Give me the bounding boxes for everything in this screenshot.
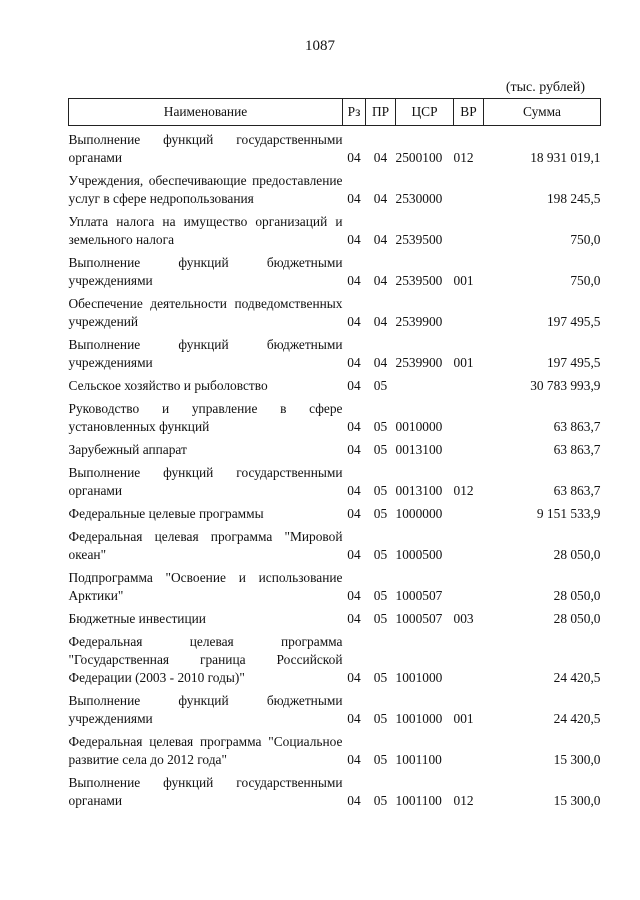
- cell-sum: 63 863,7: [553, 419, 601, 434]
- cell-csr: 2539500: [395, 232, 443, 247]
- cell-pr: 05: [373, 419, 388, 434]
- table-row: [69, 436, 601, 459]
- cell-vr: 001: [453, 355, 474, 370]
- cell-pr: 04: [373, 232, 388, 247]
- cell-name: Выполнение функций бюджетными учреждениями: [68, 337, 343, 370]
- cell-sum: 63 863,7: [553, 483, 601, 498]
- cell-vr: 001: [453, 711, 474, 726]
- cell-name: Уплата налога на имущество организаций и земельного налога: [68, 214, 343, 247]
- table-row: [69, 459, 601, 500]
- cell-name: Федеральная целевая программа "Государственная граница Российской Федерации (2003 - 2010 годы)": [68, 634, 343, 685]
- cell-pr: 05: [373, 483, 388, 498]
- cell-rz: 04: [347, 588, 361, 603]
- cell-pr: 05: [373, 711, 388, 726]
- cell-pr: 05: [373, 506, 388, 521]
- cell-vr: 012: [453, 483, 474, 498]
- cell-sum: 9 151 533,9: [536, 506, 601, 521]
- cell-rz: 04: [347, 611, 361, 626]
- cell-name: Выполнение функций государственными органами: [68, 465, 343, 498]
- cell-rz: 04: [347, 670, 361, 685]
- table-row: [69, 628, 601, 687]
- cell-sum: 198 245,5: [546, 191, 601, 206]
- cell-name: Бюджетные инвестиции: [68, 611, 206, 626]
- header-vr: ВР: [454, 99, 484, 126]
- cell-rz: 04: [347, 355, 361, 370]
- cell-csr: [396, 372, 454, 395]
- cell-csr: 2539900: [395, 355, 443, 370]
- cell-name: Федеральные целевые программы: [68, 506, 264, 521]
- header-csr: ЦСР: [396, 99, 454, 126]
- cell-name: Выполнение функций бюджетными учреждениями: [68, 255, 343, 288]
- cell-sum: 63 863,7: [553, 442, 601, 457]
- cell-name: Федеральная целевая программа "Мировой океан": [68, 529, 343, 562]
- cell-pr: 05: [373, 588, 388, 603]
- table-row: [69, 687, 601, 728]
- cell-pr: 05: [373, 611, 388, 626]
- page-number: 1087: [305, 38, 335, 54]
- cell-vr: [454, 290, 484, 331]
- cell-name: Выполнение функций бюджетными учреждениями: [68, 693, 343, 726]
- cell-vr: [454, 395, 484, 436]
- cell-rz: 04: [347, 150, 361, 165]
- cell-csr: 1001100: [395, 793, 442, 808]
- cell-csr: 0013100: [395, 483, 443, 498]
- cell-csr: 1000000: [395, 506, 443, 521]
- cell-rz: 04: [347, 442, 361, 457]
- cell-name: Учреждения, обеспечивающие предоставление услуг в сфере недропользования: [68, 173, 343, 206]
- cell-csr: 2539900: [395, 314, 443, 329]
- cell-sum: 28 050,0: [553, 588, 601, 603]
- cell-vr: 012: [453, 150, 474, 165]
- cell-name: Обеспечение деятельности подведомственных учреждений: [68, 296, 343, 329]
- table-row: [69, 395, 601, 436]
- cell-rz: 04: [347, 752, 361, 767]
- cell-name: Зарубежный аппарат: [68, 442, 187, 457]
- header-sum: Сумма: [484, 99, 601, 126]
- cell-vr: 001: [453, 273, 474, 288]
- cell-csr: 2500100: [395, 150, 443, 165]
- table-header-row: [69, 99, 601, 126]
- cell-name: Федеральная целевая программа "Социальное развитие села до 2012 года": [68, 734, 343, 767]
- cell-csr: 0013100: [395, 442, 443, 457]
- cell-pr: 04: [373, 150, 388, 165]
- cell-rz: 04: [347, 419, 361, 434]
- cell-vr: [454, 628, 484, 687]
- cell-pr: 04: [373, 355, 388, 370]
- cell-sum: 30 783 993,9: [530, 378, 601, 393]
- cell-csr: 1000500: [395, 547, 443, 562]
- cell-vr: [454, 372, 484, 395]
- cell-pr: 04: [373, 191, 388, 206]
- table-row: [69, 331, 601, 372]
- cell-rz: 04: [347, 273, 361, 288]
- cell-pr: 05: [373, 793, 388, 808]
- cell-vr: [454, 564, 484, 605]
- cell-csr: 2530000: [395, 191, 443, 206]
- table-row: [69, 126, 601, 168]
- cell-sum: 197 495,5: [546, 355, 601, 370]
- cell-vr: [454, 167, 484, 208]
- table-row: [69, 290, 601, 331]
- cell-rz: 04: [347, 378, 361, 393]
- table-row: [69, 167, 601, 208]
- cell-sum: 15 300,0: [553, 793, 601, 808]
- cell-sum: 750,0: [570, 273, 601, 288]
- table-row: [69, 769, 601, 810]
- cell-sum: 28 050,0: [553, 611, 601, 626]
- cell-rz: 04: [347, 232, 361, 247]
- header-pr: ПР: [366, 99, 396, 126]
- cell-csr: 1001000: [395, 711, 443, 726]
- cell-sum: 15 300,0: [553, 752, 601, 767]
- cell-name: Руководство и управление в сфере установленных функций: [68, 401, 343, 434]
- cell-csr: 1001000: [395, 670, 443, 685]
- cell-rz: 04: [347, 547, 361, 562]
- cell-rz: 04: [347, 711, 361, 726]
- cell-csr: 1001100: [395, 752, 442, 767]
- cell-csr: 0010000: [395, 419, 443, 434]
- cell-sum: 197 495,5: [546, 314, 601, 329]
- cell-pr: 05: [373, 752, 388, 767]
- cell-pr: 05: [373, 378, 388, 393]
- cell-vr: [454, 436, 484, 459]
- cell-vr: [454, 208, 484, 249]
- cell-sum: 28 050,0: [553, 547, 601, 562]
- cell-vr: 012: [453, 793, 474, 808]
- table-row: [69, 564, 601, 605]
- cell-pr: 05: [373, 442, 388, 457]
- header-name: Наименование: [69, 99, 343, 126]
- cell-sum: 24 420,5: [553, 711, 601, 726]
- budget-table: [68, 98, 601, 810]
- cell-name: Подпрограмма "Освоение и использование Арктики": [68, 570, 343, 603]
- cell-vr: [454, 523, 484, 564]
- cell-csr: 2539500: [395, 273, 443, 288]
- cell-vr: [454, 500, 484, 523]
- cell-sum: 24 420,5: [553, 670, 601, 685]
- cell-pr: 04: [373, 314, 388, 329]
- cell-pr: 05: [373, 670, 388, 685]
- table-row: [69, 500, 601, 523]
- cell-vr: [454, 728, 484, 769]
- cell-pr: 05: [373, 547, 388, 562]
- cell-csr: 1000507: [395, 611, 443, 626]
- header-rz: Рз: [343, 99, 366, 126]
- cell-name: Выполнение функций государственными органами: [68, 132, 343, 165]
- cell-sum: 750,0: [570, 232, 601, 247]
- cell-rz: 04: [347, 314, 361, 329]
- cell-rz: 04: [347, 191, 361, 206]
- table-row: [69, 728, 601, 769]
- table-row: [69, 523, 601, 564]
- cell-rz: 04: [347, 793, 361, 808]
- units-label: (тыс. рублей): [505, 80, 585, 95]
- table-row: [69, 249, 601, 290]
- cell-csr: 1000507: [395, 588, 443, 603]
- cell-name: Выполнение функций государственными органами: [68, 775, 343, 808]
- cell-vr: 003: [453, 611, 474, 626]
- table-row: [69, 372, 601, 395]
- cell-pr: 04: [373, 273, 388, 288]
- cell-rz: 04: [347, 506, 361, 521]
- cell-sum: 18 931 019,1: [530, 150, 601, 165]
- cell-rz: 04: [347, 483, 361, 498]
- table-row: [69, 605, 601, 628]
- cell-name: Сельское хозяйство и рыболовство: [68, 378, 268, 393]
- table-row: [69, 208, 601, 249]
